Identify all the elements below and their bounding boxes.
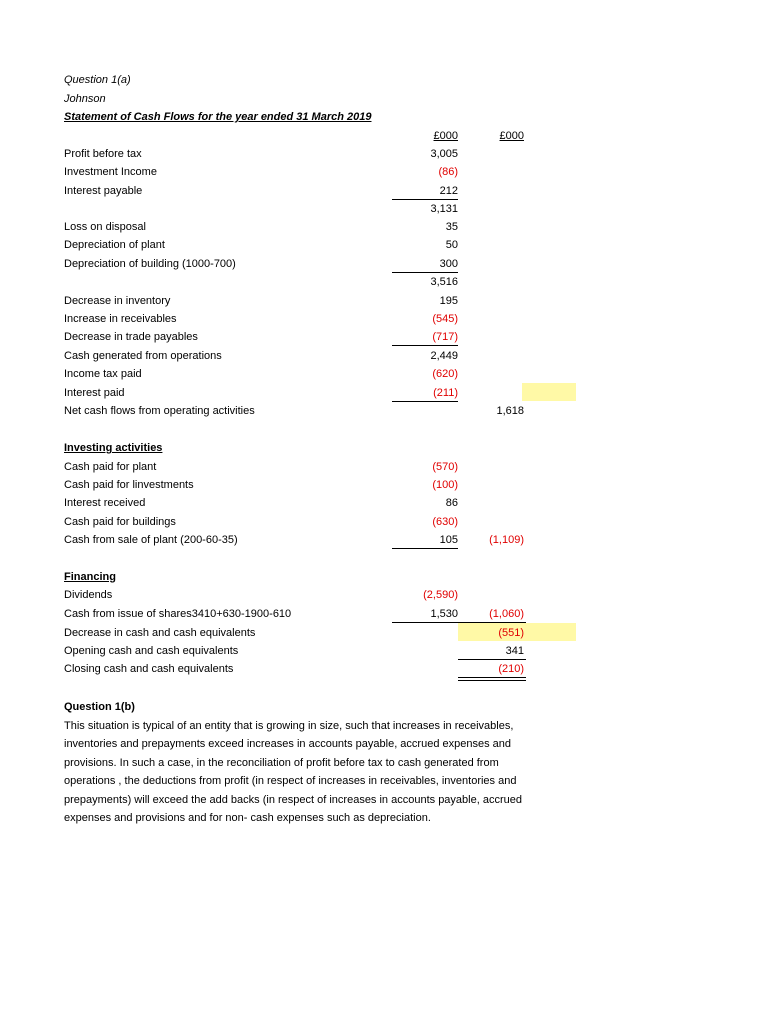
row-label: Cash generated from operations	[64, 350, 222, 362]
row-label: Interest received	[64, 497, 146, 509]
answer-line: expenses and provisions and for non- cash expenses such as depreciation.	[64, 812, 431, 825]
row-value: 2,449	[430, 350, 458, 362]
subtotal-value: 3,131	[430, 203, 458, 215]
company-name: Johnson	[64, 93, 106, 105]
question-1b-heading: Question 1(b)	[64, 701, 135, 713]
row-value: 35	[445, 221, 458, 233]
row-label: Dividends	[64, 589, 113, 601]
row-label: Decrease in inventory	[64, 295, 171, 307]
row-value: (86)	[438, 166, 458, 178]
row-label: Cash paid for buildings	[64, 516, 176, 528]
row-label: Increase in receivables	[64, 313, 177, 325]
row-value: 3,005	[430, 148, 458, 160]
statement-title: Statement of Cash Flows for the year ended 31 March 2019	[64, 111, 372, 123]
row-label: Loss on disposal	[64, 221, 146, 233]
row-label: Profit before tax	[64, 148, 142, 160]
row-label: Decrease in trade payables	[64, 331, 198, 343]
row-label: Decrease in cash and cash equivalents	[64, 627, 256, 639]
row-value: 105	[439, 534, 458, 546]
row-value: 1,530	[430, 608, 458, 620]
row-label: Net cash flows from operating activities	[64, 405, 255, 417]
rule-line	[458, 659, 526, 660]
row-value: (570)	[432, 461, 458, 473]
row-value: 212	[439, 185, 458, 197]
double-rule-line	[458, 680, 526, 681]
answer-line: inventories and prepayments exceed increases in accounts payable, accrued expenses and	[64, 738, 511, 751]
answer-line: prepayments) will exceed the add backs (in respect of increases in accounts payable, accrued	[64, 793, 522, 806]
row-label: Cash from issue of shares3410+630-1900-610	[64, 608, 292, 620]
col1-unit-header: £000	[433, 130, 458, 142]
row-total-value: (210)	[498, 663, 524, 675]
row-total-value: 341	[505, 645, 524, 657]
row-value: (100)	[432, 479, 458, 491]
section-heading-investing: Investing activities	[64, 442, 163, 454]
answer-line: This situation is typical of an entity that is growing in size, such that increases in receivables,	[64, 720, 514, 732]
col2-unit-header: £000	[499, 130, 524, 142]
row-label: Depreciation of plant	[64, 239, 165, 251]
row-label: Cash paid for plant	[64, 461, 157, 473]
row-label: Interest payable	[64, 185, 143, 197]
rule-line	[392, 401, 458, 402]
row-label: Income tax paid	[64, 368, 142, 380]
row-value: 50	[445, 239, 458, 251]
rule-line	[392, 548, 458, 549]
row-value: 195	[439, 295, 458, 307]
answer-line: provisions. In such a case, in the reconciliation of profit before tax to cash generated from	[64, 756, 499, 769]
row-total-value: 1,618	[496, 405, 524, 417]
row-value: 86	[445, 497, 458, 509]
row-label: Interest paid	[64, 387, 125, 399]
row-total-value: (551)	[498, 627, 524, 639]
row-total-value: (1,060)	[489, 608, 524, 620]
row-label: Cash from sale of plant (200-60-35)	[64, 534, 238, 546]
row-label: Opening cash and cash equivalents	[64, 645, 239, 657]
row-label: Closing cash and cash equivalents	[64, 663, 234, 675]
section-heading-financing: Financing	[64, 571, 116, 583]
highlight-cell	[522, 383, 576, 401]
row-value: (545)	[432, 313, 458, 325]
row-total-value: (1,109)	[489, 534, 524, 546]
answer-line: operations , the deductions from profit (in respect of increases in receivables, inventories and	[64, 775, 517, 788]
question-1b-answer	[64, 717, 584, 827]
rule-line	[392, 199, 458, 200]
rule-line	[392, 345, 458, 346]
subtotal-value: 3,516	[430, 276, 458, 288]
row-value: (211)	[433, 387, 458, 399]
row-label: Investment Income	[64, 166, 157, 178]
row-label: Depreciation of building (1000-700)	[64, 258, 236, 270]
row-value: 300	[439, 258, 458, 270]
row-label: Cash paid for linvestments	[64, 479, 194, 491]
row-value: (717)	[432, 331, 458, 343]
question-label: Question 1(a)	[64, 74, 131, 86]
row-value: (630)	[432, 516, 458, 528]
rule-line	[392, 272, 458, 273]
row-value: (620)	[432, 368, 458, 380]
row-value: (2,590)	[423, 589, 458, 601]
double-rule-line	[458, 677, 526, 678]
